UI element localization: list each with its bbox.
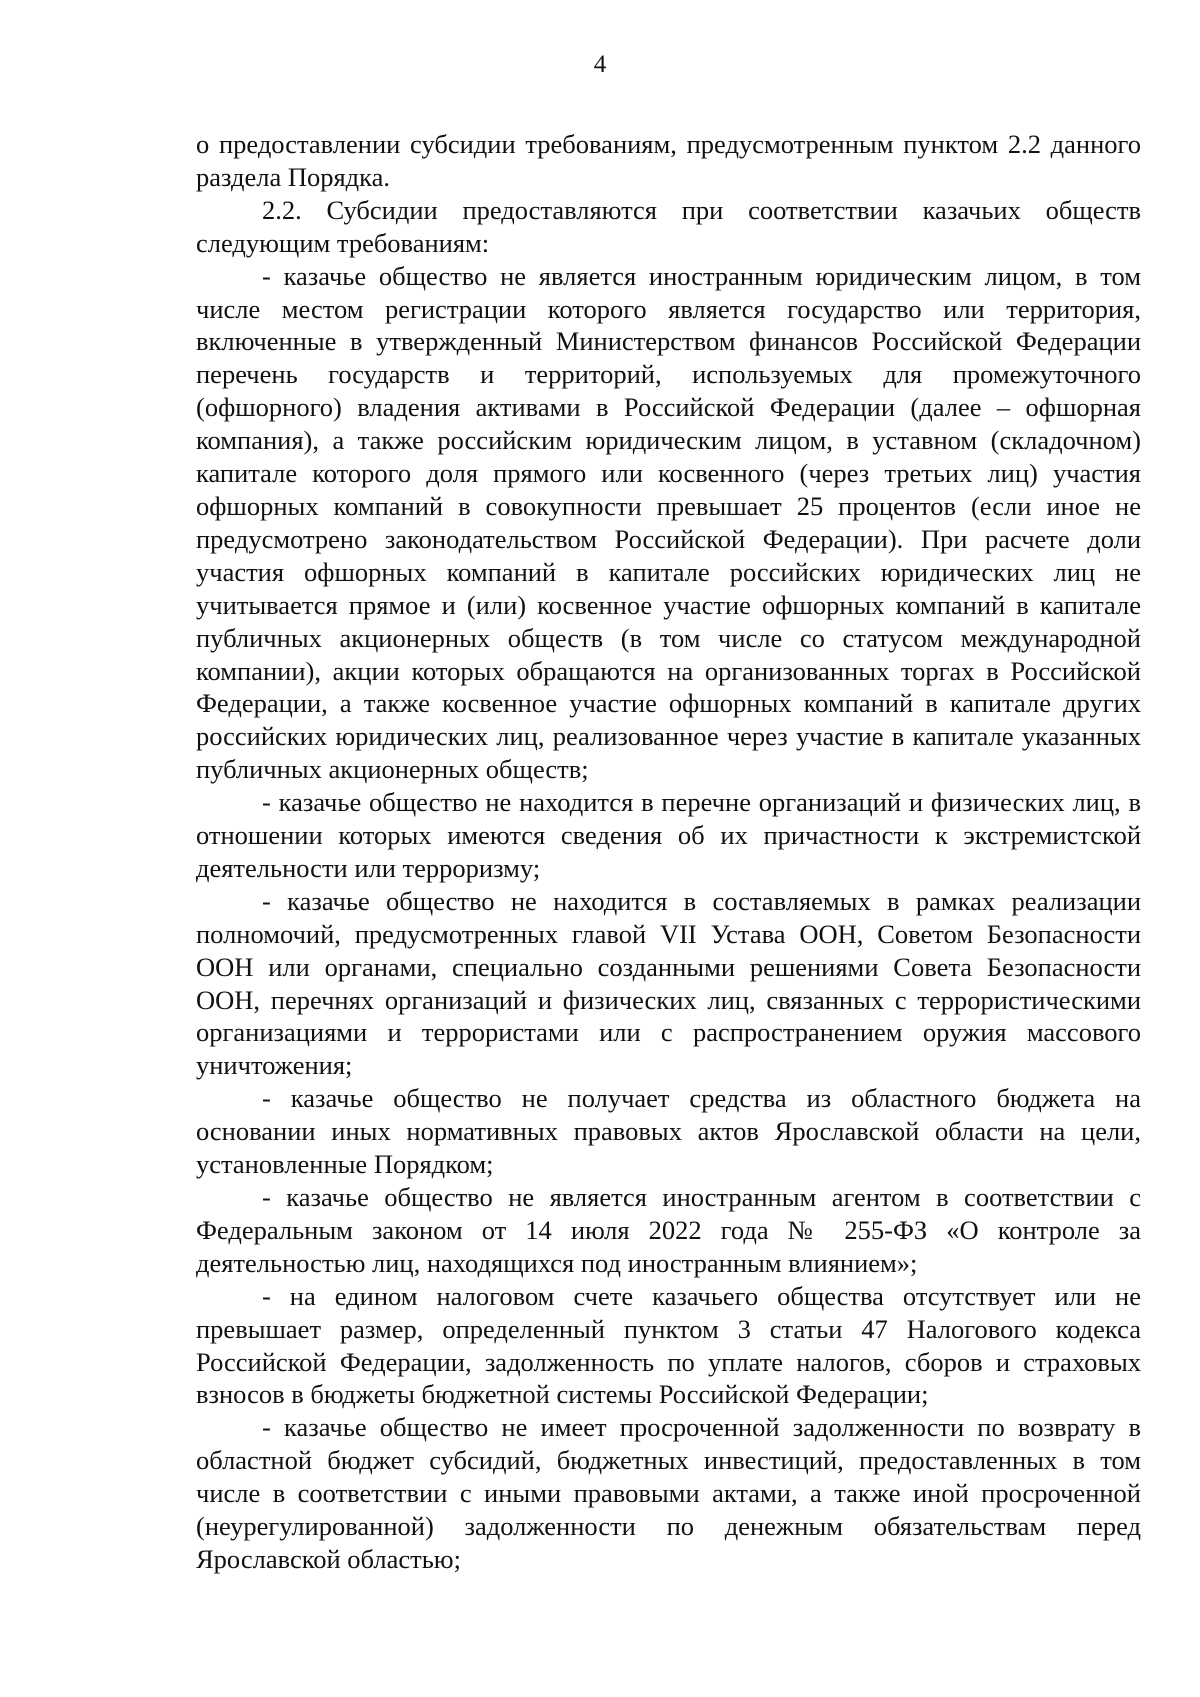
paragraph-foreign-agent-requirement: - казачье общество не является иностранным агентом в соответствии с Федеральным законом от 14 июля 2022 года № 255-ФЗ «О контроле за деятельностью лиц, находящихся под иностранным влиянием»;: [196, 1182, 1141, 1278]
document-body: [196, 128, 1141, 1576]
paragraph-budget-funds-requirement: - казачье общество не получает средства из областного бюджета на основании иных нормативных правовых актов Ярославской области на цели, установленные Порядком;: [196, 1083, 1141, 1180]
paragraph-extremism-requirement: - казачье общество не находится в перечне организаций и физических лиц, в отношении которых имеются сведения об их причастности к экстремистской деятельности или терроризму;: [196, 787, 1141, 883]
paragraph-un-sanctions-requirement: - казачье общество не находится в составляемых в рамках реализации полномочий, предусмотренных главой VII Устава ООН, Советом Безопасности ООН или органами, специально созданными решениями Совета Безопасности ООН, перечнях организаций и физических лиц, связанных с террористическими организациями и террористами или с распространением оружия массового уничтожения;: [196, 885, 1141, 1081]
page-number: 4: [593, 51, 607, 78]
paragraph-offshore-requirement: - казачье общество не является иностранным юридическим лицом, в том числе местом регистрации которого является государство или территория, включенные в утвержденный Министерством финансов Российской Федерации перечень государств и территорий, используемых для промежуточного (офшорного) владения активами в Российской Федерации (далее – офшорная компания), а также российским юридическим лицом, в уставном (складочном) капитале которого доля прямого или косвенного (через третьих лиц) участия офшорных компаний в совокупности превышает 25 процентов (если иное не предусмотрено законодательством Российской Федерации). При расчете доли участия офшорных компаний в капитале российских юридических лиц не учитывается прямое и (или) косвенное участие офшорных компаний в капитале публичных акционерных обществ (в том числе со статусом международной компании), акции которых обращаются на организованных торгах в Российской Федерации, а также косвенное участие офшорных компаний в капитале других российских юридических лиц, реализованное через участие в капитале указанных публичных акционерных обществ;: [196, 260, 1141, 785]
paragraph-continuation: о предоставлении субсидии требованиям, предусмотренным пунктом 2.2 данного раздела Порядка.: [196, 129, 1141, 192]
paragraph-overdue-debt-requirement: - казачье общество не имеет просроченной задолженности по возврату в областной бюджет субсидий, бюджетных инвестиций, предоставленных в том числе в соответствии с иными правовыми актами, а также иной просроченной (неурегулированной) задолженности по денежным обязательствам перед Ярославской областью;: [196, 1412, 1141, 1574]
paragraph-clause-2-2: 2.2. Субсидии предоставляются при соответствии казачьих обществ следующим требованиям:: [196, 194, 1141, 258]
paragraph-tax-debt-requirement: - на едином налоговом счете казачьего общества отсутствует или не превышает размер, определенный пунктом 3 статьи 47 Налогового кодекса Российской Федерации, задолженность по уплате налогов, сборов и страховых взносов в бюджеты бюджетной системы Российской Федерации;: [196, 1280, 1141, 1410]
